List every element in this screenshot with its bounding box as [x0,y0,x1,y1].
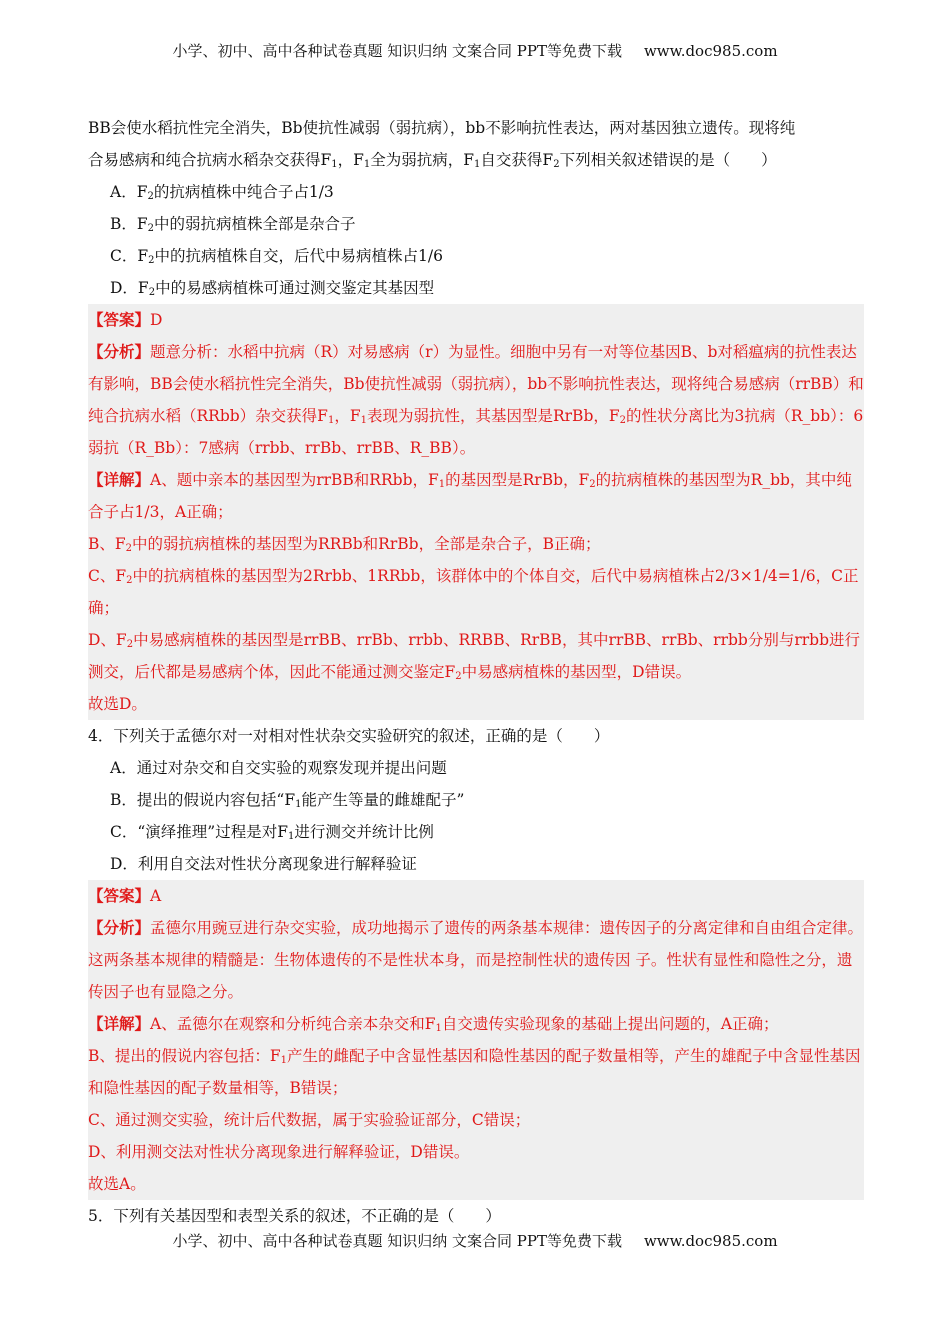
q4-option-c: C．“演绎推理”过程是对$F_1$进行测交并统计比例 [110,823,434,842]
q4-detail-d: D、利用测交法对性状分离现象进行解释验证，D错误。 [88,1143,470,1161]
q4-detail-c: C、通过测交实验，统计后代数据，属于实验验证部分，C错误； [88,1111,531,1129]
q3-option-b: B．$F_2$中的弱抗病植株全部是杂合子 [110,215,356,234]
q3-analysis: 【分析】题意分析：水稻中抗病（R）对易感病（r）为显性。细胞中另有一对等位基因B、b对稻瘟病的抗性表达有影响，BB会使水稻抗性完全消失，Bb使抗性减弱（弱抗病），bb不影响抗性表达，现将纯合易感病（rrBB）和纯合抗病水稻（RRbb）杂交获得$F_1$，$F_1$表现为弱抗性，其基因型是RrBb，$F_2$的性状分离比为3抗病（R_bb）：6弱抗（R_Bb）：7感病（rrbb、rrBb、rrBB、R_BB）。 [88,342,864,457]
q3-answer: 【答案】D [88,310,163,329]
page-header [0,40,950,61]
footer-text: 小学、初中、高中各种试卷真题 知识归纳 文案合同 PPT等免费下载 [172,1232,622,1250]
q4-answer: 【答案】A [88,886,162,905]
q4-stem: 4．下列关于孟德尔对一对相对性状杂交实验研究的叙述，正确的是（ ） [88,727,610,745]
q3-option-a: A．$F_2$的抗病植株中纯合子占1/3 [110,183,334,202]
q3-detail-c: C、$F_2$中的抗病植株的基因型为2Rrbb、1RRbb，该群体中的个体自交，后代中易病植株占2/3×1/4=1/6，C正确； [88,567,859,617]
q3-option-d: D．$F_2$中的易感病植株可通过测交鉴定其基因型 [110,279,435,298]
q3-option-c: C．$F_2$中的抗病植株自交，后代中易病植株占1/6 [110,247,443,266]
q3-solution-block [88,304,864,720]
page-footer [0,1230,950,1251]
page-content [88,112,864,1232]
q3-stem-line2: 合易感病和纯合抗病水稻杂交获得$F_1$，$F_1$全为弱抗病，$F_1$自交获得$F_2$下列相关叙述错误的是（ ） [88,151,777,170]
header-site-link[interactable]: www.doc985.com [643,42,778,60]
q4-analysis: 【分析】孟德尔用豌豆进行杂交实验，成功地揭示了遗传的两条基本规律：遗传因子的分离定律和自由组合定律。这两条基本规律的精髓是：生物体遗传的不是性状本身，而是控制性状的遗传因 子。性状有显性和隐性之分，遗传因子也有显隐之分。 [88,918,864,1001]
q4-option-b: B．提出的假说内容包括“$F_1$能产生等量的雌雄配子” [110,791,465,810]
footer-site-link[interactable]: www.doc985.com [643,1232,778,1250]
q4-detail-b: B、提出的假说内容包括：$F_1$产生的雌配子中含显性基因和隐性基因的配子数量相等，产生的雄配子中含显性基因和隐性基因的配子数量相等，B错误； [88,1047,861,1097]
q3-conclusion: 故选D。 [88,695,147,713]
q3-detail-d: D、$F_2$中易感病植株的基因型是rrBB、rrBb、rrbb、RRBB、RrBB，其中rrBB、rrBb、rrbb分别与rrbb进行测交，后代都是易感病个体，因此不能通过测交鉴定$F_2$中易感病植株的基因型，D错误。 [88,631,860,682]
q4-option-a: A．通过对杂交和自交实验的观察发现并提出问题 [110,759,447,777]
q3-detail-b: B、$F_2$中的弱抗病植株的基因型为RRBb和RrBb，全部是杂合子，B正确； [88,535,601,554]
q4-detail-a: 【详解】A、孟德尔在观察和分析纯合亲本杂交和$F_1$自交遗传实验现象的基础上提出问题的，A正确； [88,1014,779,1034]
header-text: 小学、初中、高中各种试卷真题 知识归纳 文案合同 PPT等免费下载 [172,42,622,60]
q4-option-d: D．利用自交法对性状分离现象进行解释验证 [110,855,417,873]
q3-stem-line1: BB会使水稻抗性完全消失，Bb使抗性减弱（弱抗病），bb不影响抗性表达，两对基因独立遗传。现将纯 [88,119,796,137]
q4-conclusion: 故选A。 [88,1175,146,1193]
q3-detail-a: 【详解】A、题中亲本的基因型为rrBB和RRbb，$F_1$的基因型是RrBb，$F_2$的抗病植株的基因型为R_bb，其中纯合子占1/3，A正确； [88,470,852,521]
q5-stem: 5．下列有关基因型和表型关系的叙述，不正确的是（ ） [88,1207,501,1225]
q4-solution-block [88,880,864,1200]
